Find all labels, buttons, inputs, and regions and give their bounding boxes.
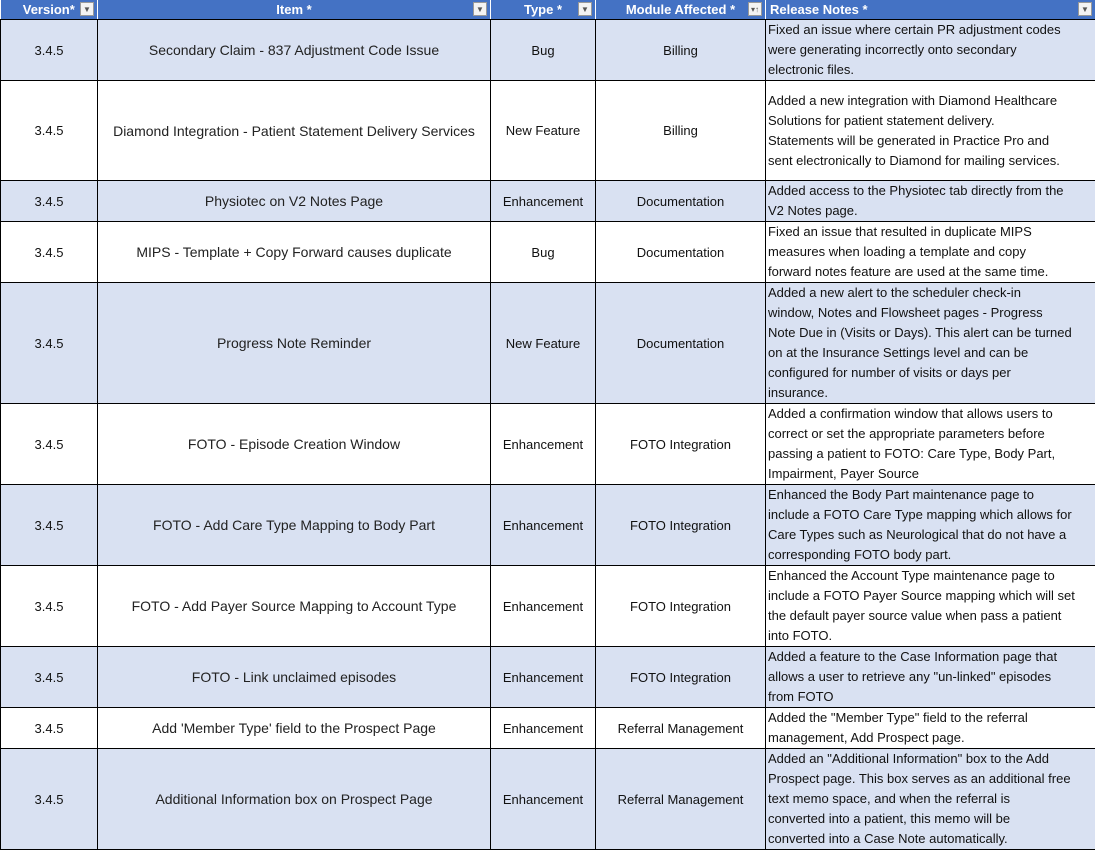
item-cell[interactable]: Diamond Integration - Patient Statement Delivery Services bbox=[98, 81, 491, 181]
type-cell[interactable]: Enhancement bbox=[491, 647, 596, 708]
module-cell[interactable]: Billing bbox=[596, 81, 766, 181]
table-row bbox=[1, 404, 1095, 485]
release-notes-cell[interactable]: Added an "Additional Information" box to the Add Prospect page. This box serves as an additional free text memo space, and when the referral is converted into a patient, this memo will be converted into a Case Note automatically. bbox=[766, 749, 1095, 850]
item-cell[interactable]: FOTO - Add Care Type Mapping to Body Part bbox=[98, 485, 491, 566]
item-cell[interactable]: Physiotec on V2 Notes Page bbox=[98, 181, 491, 222]
version-cell[interactable]: 3.4.5 bbox=[1, 181, 98, 222]
header-item: Item * ▼ bbox=[98, 0, 491, 20]
table-row bbox=[1, 20, 1095, 81]
header-type: Type * ▼ bbox=[491, 0, 596, 20]
version-cell[interactable]: 3.4.5 bbox=[1, 20, 98, 81]
module-cell[interactable]: FOTO Integration bbox=[596, 485, 766, 566]
version-cell[interactable]: 3.4.5 bbox=[1, 283, 98, 404]
release-notes-cell[interactable]: Added access to the Physiotec tab directly from the V2 Notes page. bbox=[766, 181, 1095, 222]
version-cell[interactable]: 3.4.5 bbox=[1, 647, 98, 708]
type-cell[interactable]: Enhancement bbox=[491, 566, 596, 647]
item-cell[interactable]: FOTO - Link unclaimed episodes bbox=[98, 647, 491, 708]
release-notes-cell[interactable]: Added the "Member Type" field to the referral management, Add Prospect page. bbox=[766, 708, 1095, 749]
filter-dropdown-icon[interactable]: ▼ bbox=[1078, 2, 1092, 16]
table-row bbox=[1, 647, 1095, 708]
item-cell[interactable]: MIPS - Template + Copy Forward causes duplicate bbox=[98, 222, 491, 283]
item-cell[interactable]: Secondary Claim - 837 Adjustment Code Issue bbox=[98, 20, 491, 81]
table-row bbox=[1, 283, 1095, 404]
table-row bbox=[1, 81, 1095, 181]
type-cell[interactable]: Bug bbox=[491, 20, 596, 81]
module-cell[interactable]: Billing bbox=[596, 20, 766, 81]
header-version: Version* ▼ bbox=[1, 0, 98, 20]
version-cell[interactable]: 3.4.5 bbox=[1, 749, 98, 850]
item-cell[interactable]: Progress Note Reminder bbox=[98, 283, 491, 404]
module-cell[interactable]: Documentation bbox=[596, 181, 766, 222]
type-cell[interactable]: New Feature bbox=[491, 283, 596, 404]
release-notes-cell[interactable]: Added a feature to the Case Information page that allows a user to retrieve any "un-linked" episodes from FOTO bbox=[766, 647, 1095, 708]
filter-dropdown-icon[interactable]: ▼ bbox=[473, 2, 487, 16]
module-cell[interactable]: FOTO Integration bbox=[596, 647, 766, 708]
type-cell[interactable]: Enhancement bbox=[491, 404, 596, 485]
module-cell[interactable]: FOTO Integration bbox=[596, 404, 766, 485]
sort-filter-icon[interactable]: ▾↑ bbox=[748, 2, 762, 16]
type-cell[interactable]: Enhancement bbox=[491, 485, 596, 566]
table-row bbox=[1, 222, 1095, 283]
item-cell[interactable]: FOTO - Add Payer Source Mapping to Account Type bbox=[98, 566, 491, 647]
item-cell[interactable]: Additional Information box on Prospect Page bbox=[98, 749, 491, 850]
release-notes-cell[interactable]: Added a new alert to the scheduler check-in window, Notes and Flowsheet pages - Progress Note Due in (Visits or Days). This alert can be turned on at the Insurance Settings level and can be configured for number of visits or days per insurance. bbox=[766, 283, 1095, 404]
filter-dropdown-icon[interactable]: ▼ bbox=[80, 2, 94, 16]
header-row bbox=[1, 0, 1095, 20]
type-cell[interactable]: Enhancement bbox=[491, 749, 596, 850]
type-cell[interactable]: New Feature bbox=[491, 81, 596, 181]
table-row bbox=[1, 181, 1095, 222]
type-cell[interactable]: Bug bbox=[491, 222, 596, 283]
release-notes-cell[interactable]: Added a new integration with Diamond Healthcare Solutions for patient statement delivery. Statements will be generated in Practice Pro and sent electronically to Diamond for mailing services. bbox=[766, 81, 1095, 181]
table-row bbox=[1, 566, 1095, 647]
release-notes-cell[interactable]: Fixed an issue that resulted in duplicate MIPS measures when loading a template and copy forward notes feature are used at the same time. bbox=[766, 222, 1095, 283]
module-cell[interactable]: Documentation bbox=[596, 283, 766, 404]
table-row bbox=[1, 749, 1095, 850]
table-row bbox=[1, 708, 1095, 749]
header-release-notes: Release Notes * ▼ bbox=[766, 0, 1095, 20]
version-cell[interactable]: 3.4.5 bbox=[1, 566, 98, 647]
version-cell[interactable]: 3.4.5 bbox=[1, 404, 98, 485]
type-cell[interactable]: Enhancement bbox=[491, 181, 596, 222]
item-cell[interactable]: FOTO - Episode Creation Window bbox=[98, 404, 491, 485]
version-cell[interactable]: 3.4.5 bbox=[1, 485, 98, 566]
module-cell[interactable]: FOTO Integration bbox=[596, 566, 766, 647]
table-row bbox=[1, 485, 1095, 566]
release-notes-cell[interactable]: Enhanced the Account Type maintenance page to include a FOTO Payer Source mapping which will set the default payer source value when pass a patient into FOTO. bbox=[766, 566, 1095, 647]
version-cell[interactable]: 3.4.5 bbox=[1, 81, 98, 181]
release-notes-cell[interactable]: Fixed an issue where certain PR adjustment codes were generating incorrectly onto secondary electronic files. bbox=[766, 20, 1095, 81]
release-notes-cell[interactable]: Enhanced the Body Part maintenance page to include a FOTO Care Type mapping which allows for Care Types such as Neurological that do not have a corresponding FOTO body part. bbox=[766, 485, 1095, 566]
header-module: Module Affected * ▾↑ bbox=[596, 0, 766, 20]
module-cell[interactable]: Referral Management bbox=[596, 749, 766, 850]
version-cell[interactable]: 3.4.5 bbox=[1, 222, 98, 283]
release-notes-cell[interactable]: Added a confirmation window that allows users to correct or set the appropriate parameters before passing a patient to FOTO: Care Type, Body Part, Impairment, Payer Source bbox=[766, 404, 1095, 485]
module-cell[interactable]: Referral Management bbox=[596, 708, 766, 749]
type-cell[interactable]: Enhancement bbox=[491, 708, 596, 749]
filter-dropdown-icon[interactable]: ▼ bbox=[578, 2, 592, 16]
version-cell[interactable]: 3.4.5 bbox=[1, 708, 98, 749]
module-cell[interactable]: Documentation bbox=[596, 222, 766, 283]
item-cell[interactable]: Add 'Member Type' field to the Prospect Page bbox=[98, 708, 491, 749]
